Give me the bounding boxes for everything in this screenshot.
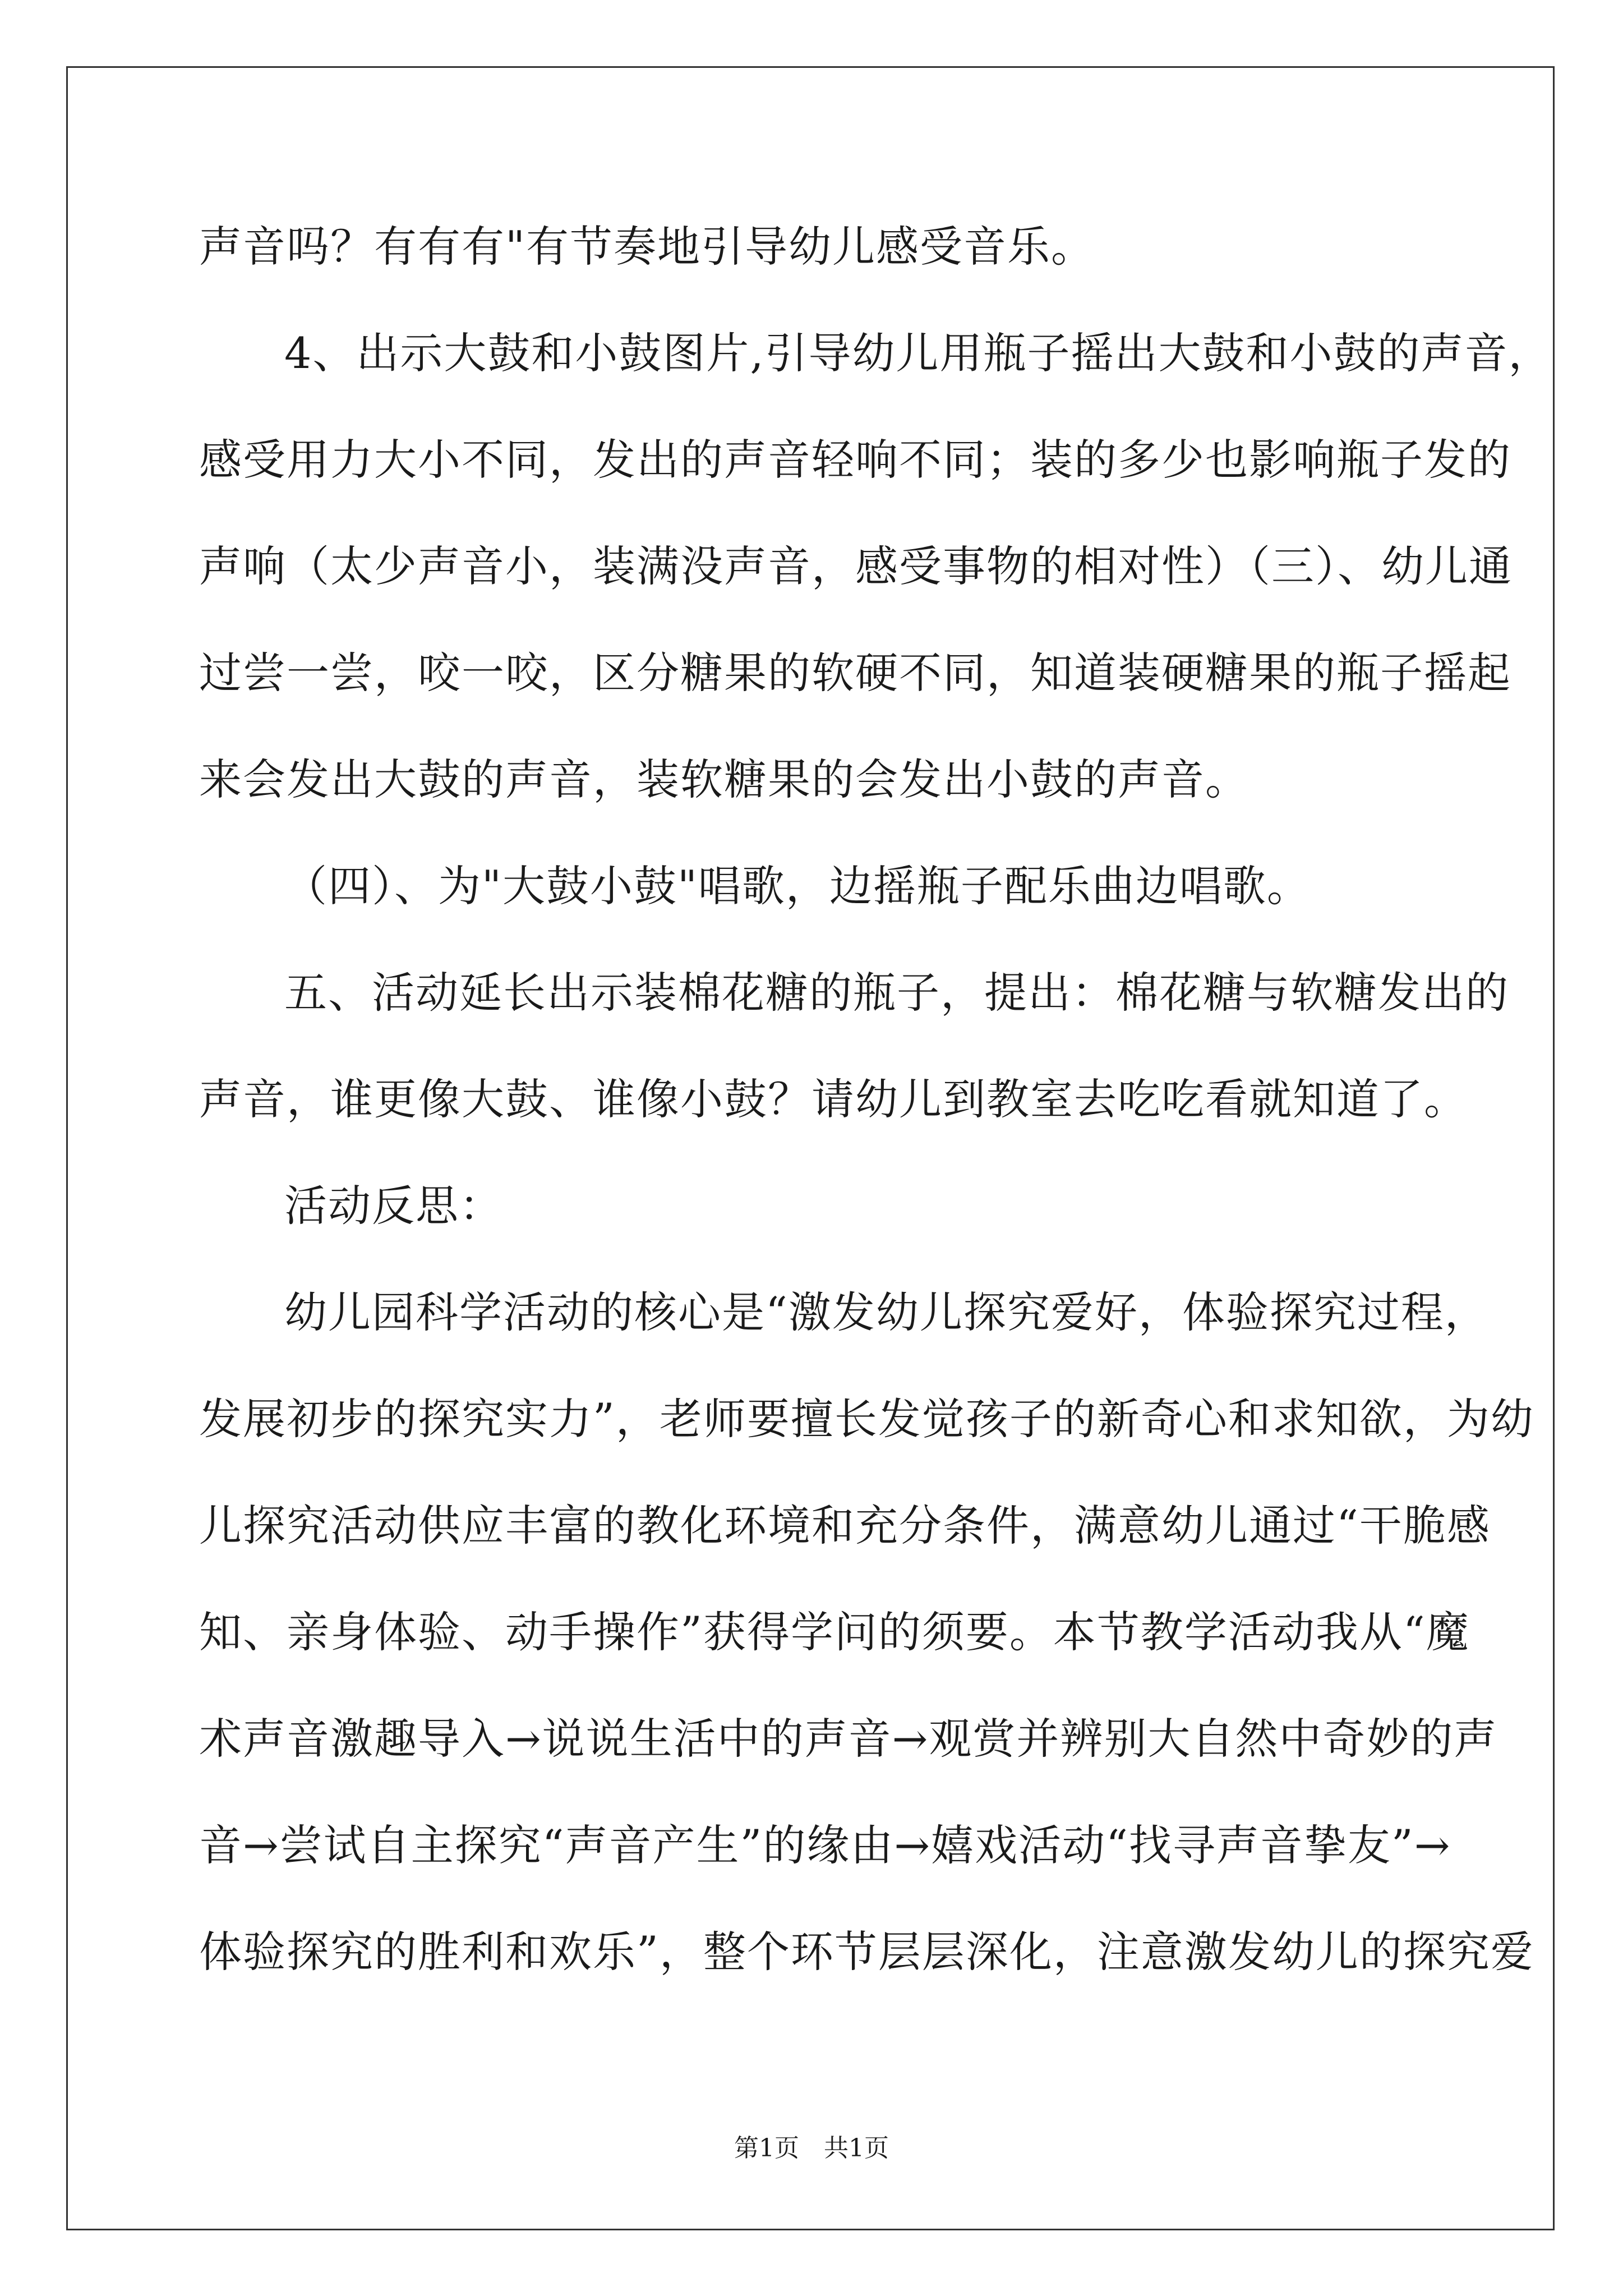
text-line: 4、出示大鼓和小鼓图片,引导幼儿用瓶子摇出大鼓和小鼓的声音， <box>284 328 1552 378</box>
text-line: 声音，谁更像大鼓、谁像小鼓？请幼儿到教室去吃吃看就知道了。 <box>199 1074 1468 1124</box>
text-line: 声响（太少声音小，装满没声音，感受事物的相对性）（三）、幼儿通 <box>199 541 1513 591</box>
text-line: 来会发出大鼓的声音，装软糖果的会发出小鼓的声音。 <box>199 754 1249 804</box>
text-line: （四）、为"大鼓小鼓"唱歌，边摇瓶子配乐曲边唱歌。 <box>284 861 1311 911</box>
text-line: 儿探究活动供应丰富的教化环境和充分条件，满意幼儿通过“干脆感 <box>199 1501 1491 1550</box>
text-line: 体验探究的胜利和欢乐”，整个环节层层深化，注意激发幼儿的探究爱 <box>199 1927 1534 1977</box>
text-line: 音→尝试自主探究“声音产生”的缘由→嬉戏活动“找寻声音挚友”→ <box>199 1820 1451 1870</box>
text-line: 活动反思： <box>284 1181 503 1231</box>
text-line: 五、活动延长出示装棉花糖的瓶子，提出：棉花糖与软糖发出的 <box>284 968 1509 1018</box>
text-line: 发展初步的探究实力”，老师要擅长发觉孩子的新奇心和求知欲，为幼 <box>199 1394 1534 1444</box>
text-line: 知、亲身体验、动手操作”获得学问的须要。本节教学活动我从“魔 <box>199 1607 1470 1657</box>
page-border <box>66 66 1555 2230</box>
page-total: 共1页 <box>824 2134 889 2162</box>
page-footer <box>0 2132 1623 2165</box>
page-number: 第1页 <box>734 2134 799 2162</box>
text-line: 过尝一尝，咬一咬，区分糖果的软硬不同，知道装硬糖果的瓶子摇起 <box>199 648 1511 698</box>
text-line: 术声音激趣导入→说说生活中的声音→观赏并辨别大自然中奇妙的声 <box>199 1714 1498 1764</box>
text-line: 感受用力大小不同，发出的声音轻响不同；装的多少也影响瓶子发的 <box>199 435 1511 485</box>
text-line: 幼儿园科学活动的核心是“激发幼儿探究爱好，体验探究过程， <box>284 1287 1488 1337</box>
text-line: 声音吗？有有有"有节奏地引导幼儿感受音乐。 <box>199 222 1095 272</box>
